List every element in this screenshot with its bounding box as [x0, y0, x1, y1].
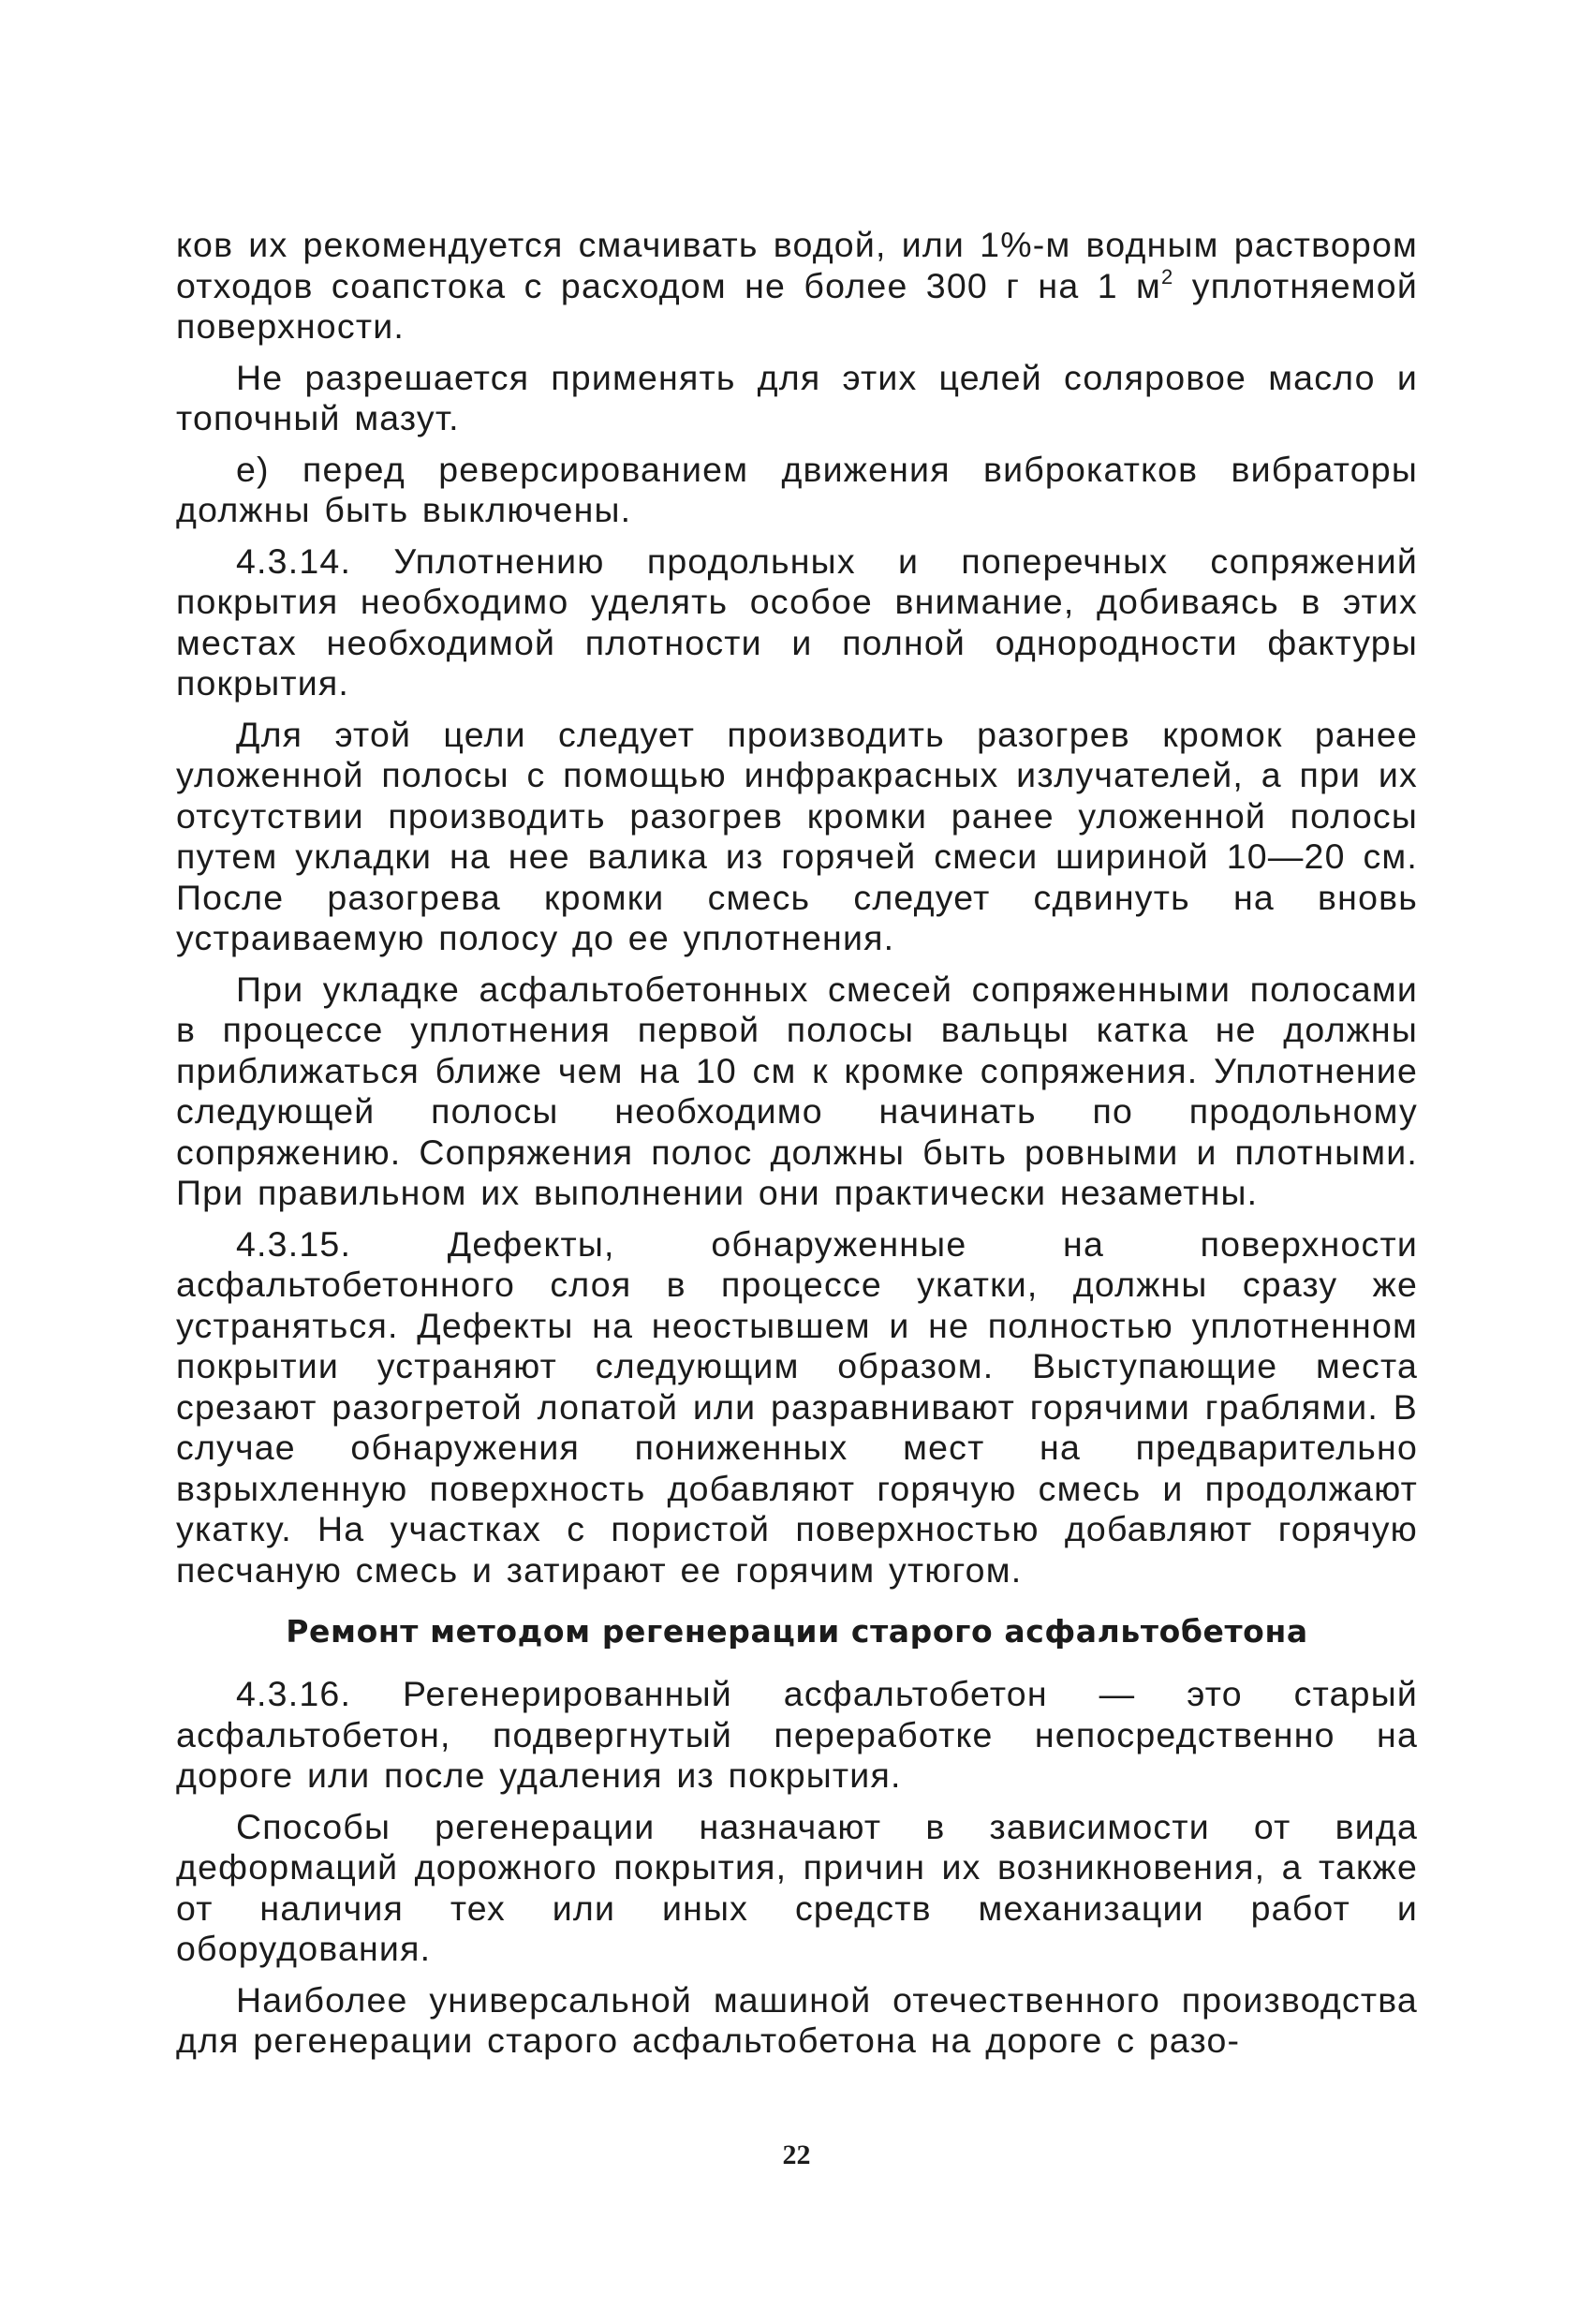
paragraph-edge-heating: Для этой цели следует производить разогрев кромок ранее уложенной полосы с помощью инфракрасных излучателей, а при их отсутствии производить разогрев кромки ранее уложенной полосы путем укладки на нее валика из горячей смеси шириной 10—20 см. После разогрева кромки смесь следует сдвинуть на вновь устраиваемую полосу до ее уплотнения. [176, 714, 1418, 957]
paragraph-continuation [176, 225, 1418, 348]
superscript-exponent: 2 [1161, 264, 1174, 289]
paragraph-4-3-16: 4.3.16. Регенерированный асфальтобетон — это старый асфальтобетон, подвергнутый переработке непосредственно на дороге или после удаления из покрытия. [176, 1674, 1418, 1795]
page-number: 22 [782, 2139, 811, 2170]
paragraph-prohibition: Не разрешается применять для этих целей соляровое масло и топочный мазут. [176, 357, 1418, 437]
paragraph-4-3-14: 4.3.14. Уплотнению продольных и поперечных сопряжений покрытия необходимо уделять особое внимание, добиваясь в этих местах необходимой плотности и полной однородности фактуры покрытия. [176, 540, 1418, 703]
paragraph-paired-strips: При укладке асфальтобетонных смесей сопряженными полосами в процессе уплотнения первой полосы вальцы катка не должны приближаться ближе чем на 10 см к кромке сопряжения. Уплотнение следующей полосы необходимо начинать по продольному сопряжению. Сопряжения полос должны быть ровными и плотными. При правильном их выполнении они практически незаметны. [176, 969, 1418, 1212]
paragraph-regeneration-methods: Способы регенерации назначают в зависимости от вида деформаций дорожного покрытия, причин их возникновения, а также от наличия тех или иных средств механизации работ и оборудования. [176, 1806, 1418, 1968]
document-page [176, 225, 1418, 2072]
paragraph-text: уплотняемой поверхности. [176, 265, 1418, 346]
section-heading: Ремонт методом регенерации старого асфальтобетона [286, 1613, 1308, 1650]
paragraph-4-3-15: 4.3.15. Дефекты, обнаруженные на поверхности асфальтобетонного слоя в процессе укатки, должны сразу же устраняться. Дефекты на неостывшем и не полностью уплотненном покрытии устраняют следующим образом. Выступающие места срезают разогретой лопатой или разравнивают горячими граблями. В случае обнаружения пониженных мест на предварительно взрыхленную поверхность добавляют горячую смесь и продолжают укатку. На участках с пористой поверхностью добавляют горячую песчаную смесь и затирают ее горячим утюгом. [176, 1223, 1418, 1590]
paragraph-item-e: е) перед реверсированием движения виброкатков вибраторы должны быть выключены. [176, 449, 1418, 529]
paragraph-universal-machine: Наиболее универсальной машиной отечественного производства для регенерации старого асфальтобетона на дороге с разо- [176, 1979, 1418, 2060]
paragraph-text: ков их рекомендуется смачивать водой, или 1%-м водным раствором отходов соапстока с расходом не более 300 г на 1 м [176, 225, 1418, 305]
